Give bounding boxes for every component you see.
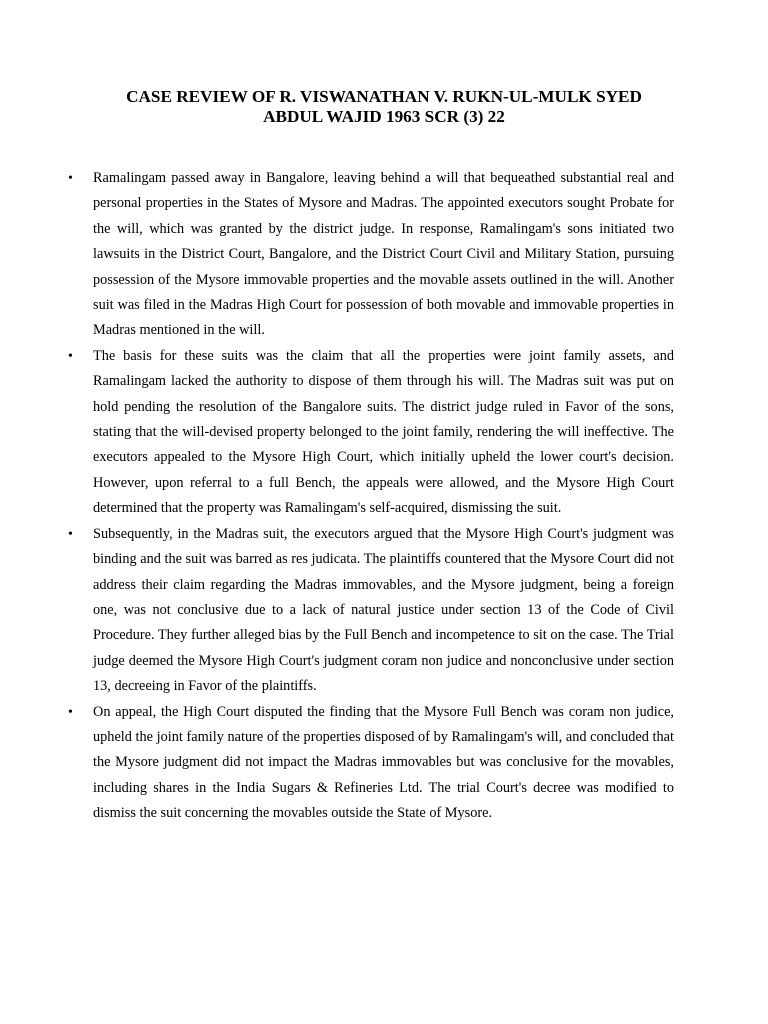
paragraph-text: The basis for these suits was the claim that all the properties were joint family assets, and Ramalingam lacked the authority to dispose of them through his will. The Madras suit was put on hold pending the resolution of the Bangalore suits. The district judge ruled in Favor of the sons, stating that the will-devised property belonged to the joint family, rendering the will ineffective. The executors appealed to the Mysore High Court, which initially upheld the lower court's decision. However, upon referral to a full Bench, the appeals were allowed, and the Mysore High Court determined that the property was Ramalingam's self-acquired, dismissing the suit. xyxy=(93,347,674,517)
list-item xyxy=(0,166,768,344)
bullet-list xyxy=(0,166,768,827)
paragraph-text: Ramalingam passed away in Bangalore, leaving behind a will that bequeathed substantial real and personal properties in the States of Mysore and Madras. The appointed executors sought Probate for the will, which was granted by the district judge. In response, Ramalingam's sons initiated two lawsuits in the District Court, Bangalore, and the District Court Civil and Military Station, pursuing possession of the Mysore immovable properties and the movable assets outlined in the will. Another suit was filed in the Madras High Court for possession of both movable and immovable properties in Madras mentioned in the will. xyxy=(93,170,674,339)
title-line-1: CASE REVIEW OF R. VISWANATHAN V. RUKN-UL-MULK SYED xyxy=(126,87,642,106)
title-line-2: ABDUL WAJID 1963 SCR (3) 22 xyxy=(263,107,505,126)
page-title xyxy=(60,87,708,127)
list-item xyxy=(0,344,768,522)
paragraph-text: Subsequently, in the Madras suit, the executors argued that the Mysore High Court's judgment was binding and the suit was barred as res judicata. The plaintiffs countered that the Mysore Court did not address their claim regarding the Madras immovables, and the Mysore judgment, being a foreign one, was not conclusive due to a lack of natural justice under section 13 of the Code of Civil Procedure. They further alleged bias by the Full Bench and incompetence to sit on the case. The Trial judge deemed the Mysore High Court's judgment coram non judice and nonconclusive under section 13, decreeing in Favor of the plaintiffs. xyxy=(93,525,674,695)
bullet-icon: • xyxy=(68,704,73,720)
paragraph-text: On appeal, the High Court disputed the finding that the Mysore Full Bench was coram non judice, upheld the joint family nature of the properties disposed of by Ramalingam's will, and concluded that the Mysore judgment did not impact the Madras immovables but was conclusive for the movables, including shares in the India Sugars & Refineries Ltd. The trial Court's decree was modified to dismiss the suit concerning the movables outside the State of Mysore. xyxy=(93,703,674,822)
list-item xyxy=(0,522,768,700)
bullet-icon: • xyxy=(68,348,73,364)
bullet-icon: • xyxy=(68,526,73,542)
bullet-icon: • xyxy=(68,171,73,186)
list-item xyxy=(0,700,768,827)
